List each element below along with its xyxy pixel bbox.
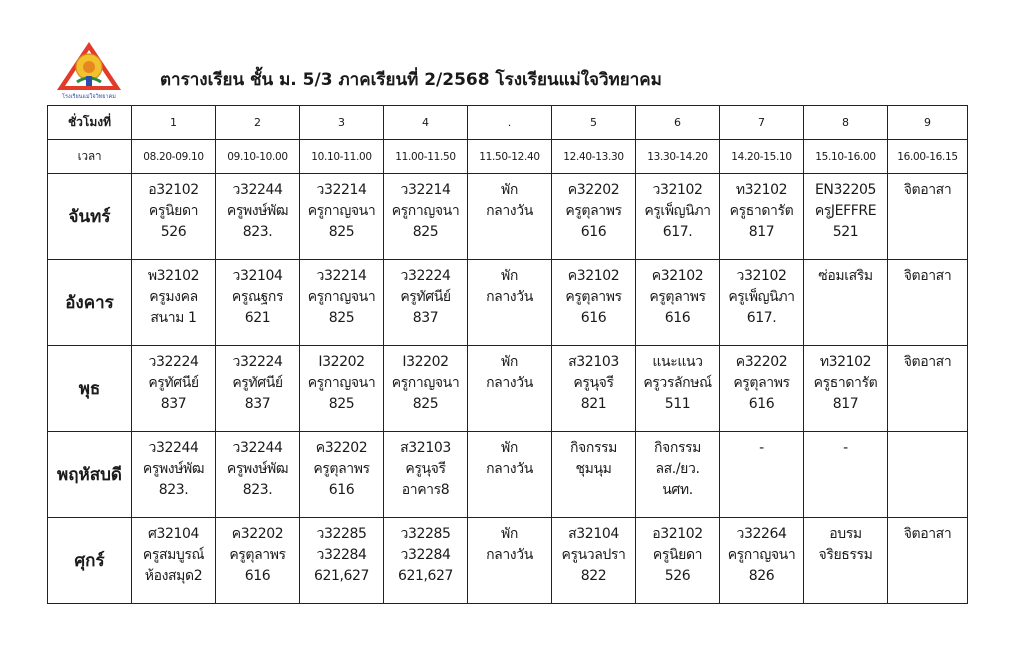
schedule-cell-line: 817 <box>832 396 859 412</box>
schedule-cell-line: ครูกาญจนา <box>307 289 376 305</box>
schedule-cell-line: ท32102 <box>735 182 788 198</box>
schedule-cell <box>720 518 804 604</box>
schedule-cell-line: อ32102 <box>652 526 703 542</box>
schedule-cell-line: ลส./ยว. <box>655 461 700 477</box>
schedule-cell <box>468 518 552 604</box>
schedule-cell-line: ว32104 <box>232 268 283 284</box>
schedule-cell-content <box>720 346 803 415</box>
period-time: 13.30-14.20 <box>636 140 720 174</box>
schedule-cell-content <box>132 518 215 587</box>
schedule-cell-line: ค32102 <box>651 268 704 284</box>
schedule-cell-line: I32202 <box>402 354 449 370</box>
schedule-cell-line: จิตอาสา <box>903 182 952 198</box>
schedule-cell-line: ว32214 <box>400 182 451 198</box>
schedule-cell-line: 825 <box>328 224 355 240</box>
schedule-cell <box>300 518 384 604</box>
schedule-cell-content <box>552 518 635 587</box>
schedule-cell-line: ครูตุลาพร <box>733 375 790 391</box>
schedule-cell-line: ครูนิยดา <box>148 203 199 219</box>
time-row <box>48 140 968 174</box>
schedule-cell-line: ครูตุลาพร <box>565 203 622 219</box>
period-number: 8 <box>804 106 888 140</box>
day-row <box>48 518 968 604</box>
schedule-cell <box>216 174 300 260</box>
schedule-cell <box>720 432 804 518</box>
schedule-cell <box>552 346 636 432</box>
schedule-cell-line: ครูณฐกร <box>231 289 284 305</box>
schedule-cell-line: พัก <box>501 440 518 456</box>
schedule-cell-line: 621,627 <box>313 568 370 584</box>
schedule-cell-line: จิตอาสา <box>903 354 952 370</box>
schedule-cell-line: ว32284 <box>316 547 367 563</box>
schedule-cell <box>384 260 468 346</box>
schedule-cell-line: ครูทัศนีย์ <box>400 289 451 305</box>
schedule-cell-line: จิตอาสา <box>903 526 952 542</box>
schedule-cell-content <box>468 260 551 308</box>
schedule-cell-line: ครูนวลปรา <box>561 547 626 563</box>
day-row <box>48 260 968 346</box>
period-header-row <box>48 106 968 140</box>
period-number: . <box>468 106 552 140</box>
schedule-cell-content <box>636 432 719 501</box>
schedule-cell-line: ครูทัศนีย์ <box>148 375 199 391</box>
schedule-cell-content <box>300 346 383 415</box>
schedule-cell-line: กลางวัน <box>486 375 533 391</box>
period-number: 4 <box>384 106 468 140</box>
schedule-cell-line: 823. <box>242 482 273 498</box>
schedule-cell <box>468 432 552 518</box>
schedule-cell-line: ครูนิยดา <box>652 547 703 563</box>
schedule-cell-line: 621,627 <box>397 568 454 584</box>
day-name: ศุกร์ <box>48 518 132 604</box>
schedule-cell-line: กลางวัน <box>486 547 533 563</box>
schedule-cell <box>804 174 888 260</box>
schedule-cell-line: อาคาร8 <box>401 482 450 498</box>
schedule-cell-content <box>468 518 551 566</box>
schedule-cell <box>132 346 216 432</box>
schedule-cell-line: ท32102 <box>819 354 872 370</box>
schedule-cell <box>384 432 468 518</box>
schedule-cell-line: 837 <box>244 396 271 412</box>
schedule-cell-content <box>888 174 967 201</box>
schedule-cell-line: กลางวัน <box>486 203 533 219</box>
schedule-cell-line: ครูJEFFRE <box>814 203 877 219</box>
schedule-cell <box>300 346 384 432</box>
schedule-cell-content <box>384 260 467 329</box>
schedule-cell-line: 821 <box>580 396 607 412</box>
schedule-cell <box>132 432 216 518</box>
schedule-cell-content <box>804 432 887 459</box>
schedule-cell-line: ครูตุลาพร <box>313 461 370 477</box>
schedule-cell-line: ครูกาญจนา <box>391 375 460 391</box>
schedule-cell-content <box>384 518 467 587</box>
schedule-cell-line: พัก <box>501 526 518 542</box>
schedule-cell-content <box>552 260 635 329</box>
schedule-cell-line: ครูทัศนีย์ <box>232 375 283 391</box>
schedule-cell-line: ครูกาญจนา <box>391 203 460 219</box>
schedule-cell <box>888 174 968 260</box>
schedule-cell-content <box>300 260 383 329</box>
schedule-cell-line: 616 <box>580 224 607 240</box>
schedule-cell-line: พัก <box>501 182 518 198</box>
schedule-cell <box>300 174 384 260</box>
schedule-cell-line: ว32102 <box>652 182 703 198</box>
schedule-cell-line: ครูธาดารัต <box>813 375 878 391</box>
period-number: 1 <box>132 106 216 140</box>
logo-text: โรงเรียนแม่ใจวิทยาคม <box>62 94 116 100</box>
schedule-cell-line: ครูวรลักษณ์ <box>643 375 712 391</box>
day-row <box>48 174 968 260</box>
schedule-cell-line: ว32284 <box>400 547 451 563</box>
schedule-cell-line: กลางวัน <box>486 461 533 477</box>
schedule-cell-line: 621 <box>244 310 271 326</box>
schedule-cell-line: ว32244 <box>232 182 283 198</box>
schedule-cell-line: 826 <box>748 568 775 584</box>
schedule-cell-line: ครูธาดารัต <box>729 203 794 219</box>
schedule-cell-line: 521 <box>832 224 859 240</box>
schedule-cell-line: กลางวัน <box>486 289 533 305</box>
schedule-cell <box>804 260 888 346</box>
schedule-cell-line: 526 <box>664 568 691 584</box>
schedule-cell-line: 616 <box>664 310 691 326</box>
schedule-cell-line: 817 <box>748 224 775 240</box>
schedule-cell-line: ว32102 <box>736 268 787 284</box>
schedule-cell-line: ค32202 <box>231 526 284 542</box>
schedule-cell-line: ครูนุจรี <box>573 375 614 391</box>
schedule-cell-content <box>216 346 299 415</box>
schedule-cell-line: 616 <box>748 396 775 412</box>
schedule-cell-content <box>636 518 719 587</box>
schedule-cell-line: ครูตุลาพร <box>649 289 706 305</box>
schedule-cell-line: ครูกาญจนา <box>307 203 376 219</box>
schedule-cell-line: ส32103 <box>568 354 619 370</box>
schedule-cell-line: 823. <box>158 482 189 498</box>
period-time: 11.00-11.50 <box>384 140 468 174</box>
schedule-cell-line: ครูมงคล <box>149 289 198 305</box>
day-name: จันทร์ <box>48 174 132 260</box>
schedule-cell-content <box>384 432 467 501</box>
schedule-cell-content <box>384 174 467 243</box>
page-title: ตารางเรียน ชั้น ม. 5/3 ภาคเรียนที่ 2/2568 โรงเรียนแม่ใจวิทยาคม <box>160 70 662 90</box>
schedule-cell-line: - <box>843 440 848 456</box>
schedule-cell-line: ซ่อมเสริม <box>818 268 873 284</box>
period-time: 09.10-10.00 <box>216 140 300 174</box>
period-time: 14.20-15.10 <box>720 140 804 174</box>
schedule-cell-content <box>216 518 299 587</box>
schedule-cell-content <box>636 174 719 243</box>
schedule-cell-content <box>300 518 383 587</box>
schedule-cell <box>384 174 468 260</box>
schedule-cell-line: ว32285 <box>316 526 367 542</box>
schedule-cell <box>552 260 636 346</box>
schedule-cell-content <box>132 432 215 501</box>
schedule-cell-line: 825 <box>328 310 355 326</box>
schedule-cell-line: กิจกรรม <box>653 440 702 456</box>
schedule-cell <box>888 260 968 346</box>
schedule-cell-line: 825 <box>412 396 439 412</box>
schedule-cell-content <box>804 346 887 415</box>
period-number: 5 <box>552 106 636 140</box>
period-time: 12.40-13.30 <box>552 140 636 174</box>
schedule-cell-content <box>888 432 967 438</box>
schedule-cell-line: ว32285 <box>400 526 451 542</box>
schedule-cell <box>888 346 968 432</box>
timetable <box>47 105 968 604</box>
schedule-cell-content <box>804 174 887 243</box>
schedule-cell-line: ห้องสมุด2 <box>144 568 203 584</box>
day-name: พฤหัสบดี <box>48 432 132 518</box>
schedule-cell-line: จิตอาสา <box>903 268 952 284</box>
schedule-cell-line: กิจกรรม <box>569 440 618 456</box>
schedule-cell-content <box>804 518 887 566</box>
schedule-cell-content <box>720 432 803 459</box>
schedule-cell-line: แนะแนว <box>652 354 703 370</box>
schedule-cell <box>300 260 384 346</box>
schedule-cell-content <box>468 346 551 394</box>
schedule-cell-line: ว32264 <box>736 526 787 542</box>
period-number: 7 <box>720 106 804 140</box>
schedule-cell <box>384 346 468 432</box>
schedule-cell-line: 825 <box>328 396 355 412</box>
schedule-cell <box>804 346 888 432</box>
schedule-cell-line: สนาม 1 <box>150 310 197 326</box>
schedule-cell <box>720 174 804 260</box>
schedule-cell <box>636 432 720 518</box>
schedule-cell <box>216 346 300 432</box>
schedule-cell-line: ว32224 <box>232 354 283 370</box>
schedule-cell-line: ค32202 <box>735 354 788 370</box>
schedule-cell-line: ชุมนุม <box>575 461 612 477</box>
schedule-cell <box>720 346 804 432</box>
schedule-cell-line: ว32244 <box>232 440 283 456</box>
schedule-cell-line: ศ32104 <box>147 526 200 542</box>
schedule-cell-line: ว32214 <box>316 182 367 198</box>
schedule-cell <box>552 518 636 604</box>
schedule-cell-content <box>300 432 383 501</box>
schedule-cell-line: ครูตุลาพร <box>565 289 622 305</box>
period-time: 15.10-16.00 <box>804 140 888 174</box>
period-number: 2 <box>216 106 300 140</box>
schedule-cell-line: 616 <box>328 482 355 498</box>
schedule-cell-line: จริยธรรม <box>818 547 873 563</box>
schedule-cell-content <box>888 346 967 373</box>
schedule-cell-content <box>552 432 635 480</box>
schedule-cell-line: 617. <box>746 310 777 326</box>
schedule-cell-content <box>888 518 967 545</box>
schedule-cell <box>804 432 888 518</box>
schedule-cell-content <box>468 432 551 480</box>
schedule-cell-line: ค32202 <box>315 440 368 456</box>
schedule-cell <box>384 518 468 604</box>
period-header-label: ชั่วโมงที่ <box>48 106 132 140</box>
schedule-cell <box>216 260 300 346</box>
schedule-cell-content <box>636 346 719 415</box>
schedule-cell-line: 822 <box>580 568 607 584</box>
period-number: 6 <box>636 106 720 140</box>
schedule-cell-line: 616 <box>580 310 607 326</box>
schedule-cell-line: ส32104 <box>568 526 619 542</box>
day-name: อังคาร <box>48 260 132 346</box>
schedule-cell-content <box>804 260 887 287</box>
schedule-cell <box>888 432 968 518</box>
period-time: 08.20-09.10 <box>132 140 216 174</box>
schedule-cell <box>552 174 636 260</box>
schedule-cell-content <box>216 260 299 329</box>
schedule-cell <box>468 174 552 260</box>
schedule-cell-line: 526 <box>160 224 187 240</box>
schedule-cell-content <box>720 260 803 329</box>
schedule-cell-line: ครูกาญจนา <box>727 547 796 563</box>
schedule-cell-line: นศท. <box>662 482 693 498</box>
schedule-cell-line: ว32224 <box>400 268 451 284</box>
day-name: พุธ <box>48 346 132 432</box>
schedule-cell-line: อบรม <box>829 526 862 542</box>
schedule-cell <box>468 260 552 346</box>
schedule-cell <box>888 518 968 604</box>
day-row <box>48 432 968 518</box>
schedule-cell <box>300 432 384 518</box>
schedule-cell-content <box>552 174 635 243</box>
schedule-cell-content <box>216 432 299 501</box>
schedule-cell <box>636 174 720 260</box>
schedule-cell-content <box>132 260 215 329</box>
schedule-cell <box>216 432 300 518</box>
period-number: 9 <box>888 106 968 140</box>
schedule-cell-content <box>132 174 215 243</box>
schedule-cell-content <box>216 174 299 243</box>
period-time: 16.00-16.15 <box>888 140 968 174</box>
schedule-cell <box>216 518 300 604</box>
schedule-cell-line: ว32214 <box>316 268 367 284</box>
schedule-cell-line: 837 <box>412 310 439 326</box>
schedule-cell <box>636 518 720 604</box>
schedule-cell-line: 511 <box>664 396 691 412</box>
schedule-cell-line: 616 <box>244 568 271 584</box>
schedule-cell-content <box>384 346 467 415</box>
period-time: 11.50-12.40 <box>468 140 552 174</box>
schedule-cell-content <box>552 346 635 415</box>
schedule-cell-content <box>636 260 719 329</box>
schedule-cell-line: ครูสมบูรณ์ <box>142 547 205 563</box>
schedule-cell-content <box>720 518 803 587</box>
schedule-cell-line: - <box>759 440 764 456</box>
schedule-cell-line: ว32244 <box>148 440 199 456</box>
schedule-cell-line: 617. <box>662 224 693 240</box>
schedule-cell-line: ค32102 <box>567 268 620 284</box>
schedule-cell-line: ค32202 <box>567 182 620 198</box>
schedule-cell-line: ครูนุจรี <box>405 461 446 477</box>
schedule-cell-line: ว32224 <box>148 354 199 370</box>
schedule-cell <box>468 346 552 432</box>
schedule-cell-line: ส32103 <box>400 440 451 456</box>
schedule-cell-content <box>300 174 383 243</box>
schedule-cell-content <box>720 174 803 243</box>
schedule-cell <box>552 432 636 518</box>
schedule-cell-line: พ32102 <box>147 268 200 284</box>
schedule-cell <box>132 260 216 346</box>
schedule-cell-line: ครูเพ็ญนิภา <box>728 289 795 305</box>
schedule-cell <box>636 260 720 346</box>
schedule-cell-line: 823. <box>242 224 273 240</box>
schedule-cell-line: EN32205 <box>814 182 877 198</box>
schedule-cell-line: ครูพงษ์พัฒ <box>142 461 205 477</box>
schedule-cell-line: พัก <box>501 354 518 370</box>
schedule-cell <box>720 260 804 346</box>
schedule-cell-line: ครูเพ็ญนิภา <box>644 203 711 219</box>
schedule-cell-line: I32202 <box>318 354 365 370</box>
schedule-cell-line: 825 <box>412 224 439 240</box>
schedule-cell <box>636 346 720 432</box>
schedule-cell-content <box>468 174 551 222</box>
school-emblem-icon <box>55 40 123 102</box>
period-time: 10.10-11.00 <box>300 140 384 174</box>
period-number: 3 <box>300 106 384 140</box>
schedule-cell-line: พัก <box>501 268 518 284</box>
schedule-cell-line: 837 <box>160 396 187 412</box>
schedule-cell-content <box>132 346 215 415</box>
schedule-cell-line: ครูพงษ์พัฒ <box>226 461 289 477</box>
schedule-cell <box>132 518 216 604</box>
schedule-cell-content <box>888 260 967 287</box>
schedule-cell <box>132 174 216 260</box>
schedule-cell <box>804 518 888 604</box>
day-row <box>48 346 968 432</box>
schedule-cell-line: ครูพงษ์พัฒ <box>226 203 289 219</box>
time-label: เวลา <box>48 140 132 174</box>
schedule-cell-line: อ32102 <box>148 182 199 198</box>
schedule-cell-line: ครูกาญจนา <box>307 375 376 391</box>
schedule-cell-line: ครูตุลาพร <box>229 547 286 563</box>
